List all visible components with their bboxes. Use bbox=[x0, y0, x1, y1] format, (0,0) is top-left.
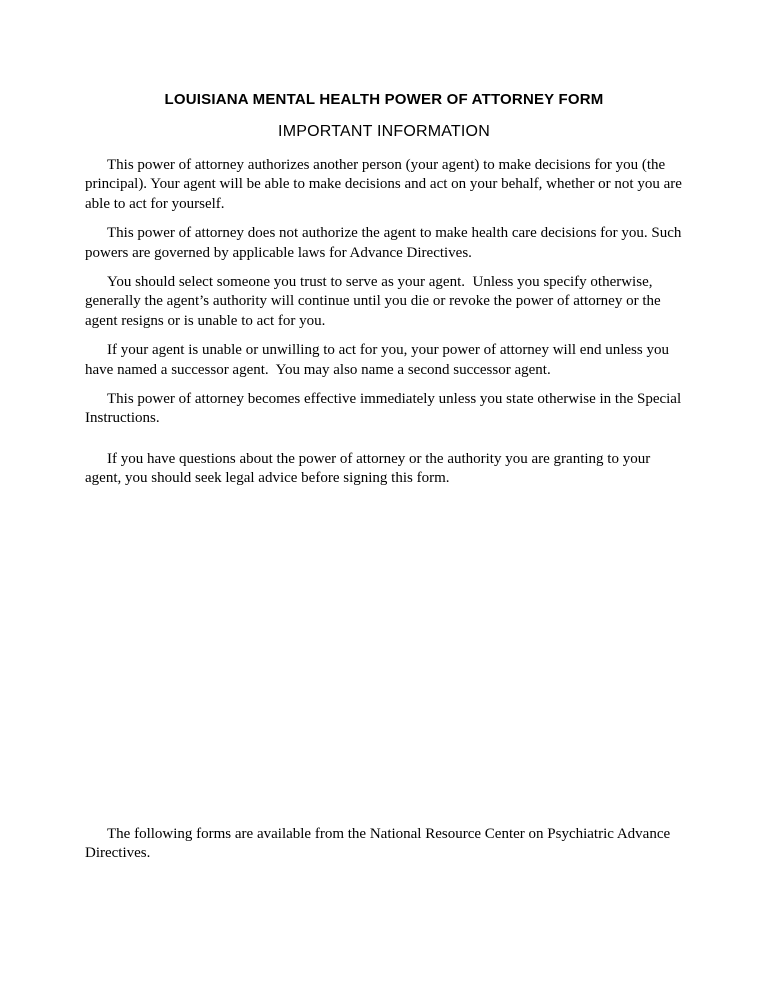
paragraph-selecting-agent: You should select someone you trust to serve as your agent. Unless you specify otherwise, generally the agent’s authority will continue until you die or revoke the power of attorney or the agent resigns or is unable to act for you. bbox=[85, 274, 665, 329]
document-subtitle: IMPORTANT INFORMATION bbox=[278, 123, 490, 140]
paragraph-available-forms: The following forms are available from the National Resource Center on Psychiatric Advance Directives. bbox=[85, 825, 674, 862]
paragraph-legal-advice: If you have questions about the power of attorney or the authority you are granting to your agent, you should seek legal advice before signing this form. bbox=[85, 450, 654, 487]
paragraph-successor-agent: If your agent is unable or unwilling to act for you, your power of attorney will end unless you have named a successor agent. You may also name a second successor agent. bbox=[85, 342, 673, 378]
document-title: LOUISIANA MENTAL HEALTH POWER OF ATTORNEY FORM bbox=[164, 91, 604, 108]
paragraph-effective-immediately: This power of attorney becomes effective immediately unless you state otherwise in the Special Instructions. bbox=[85, 391, 685, 427]
paragraph-health-care-exclusion: This power of attorney does not authorize the agent to make health care decisions for you. Such powers are governed by applicable laws for Advance Directives. bbox=[85, 225, 686, 261]
paragraph-agent-authorization: This power of attorney authorizes another person (your agent) to make decisions for you (the principal). Your agent will be able to make decisions and act on your behalf, whether or not you are able to act for yourself. bbox=[85, 157, 686, 212]
